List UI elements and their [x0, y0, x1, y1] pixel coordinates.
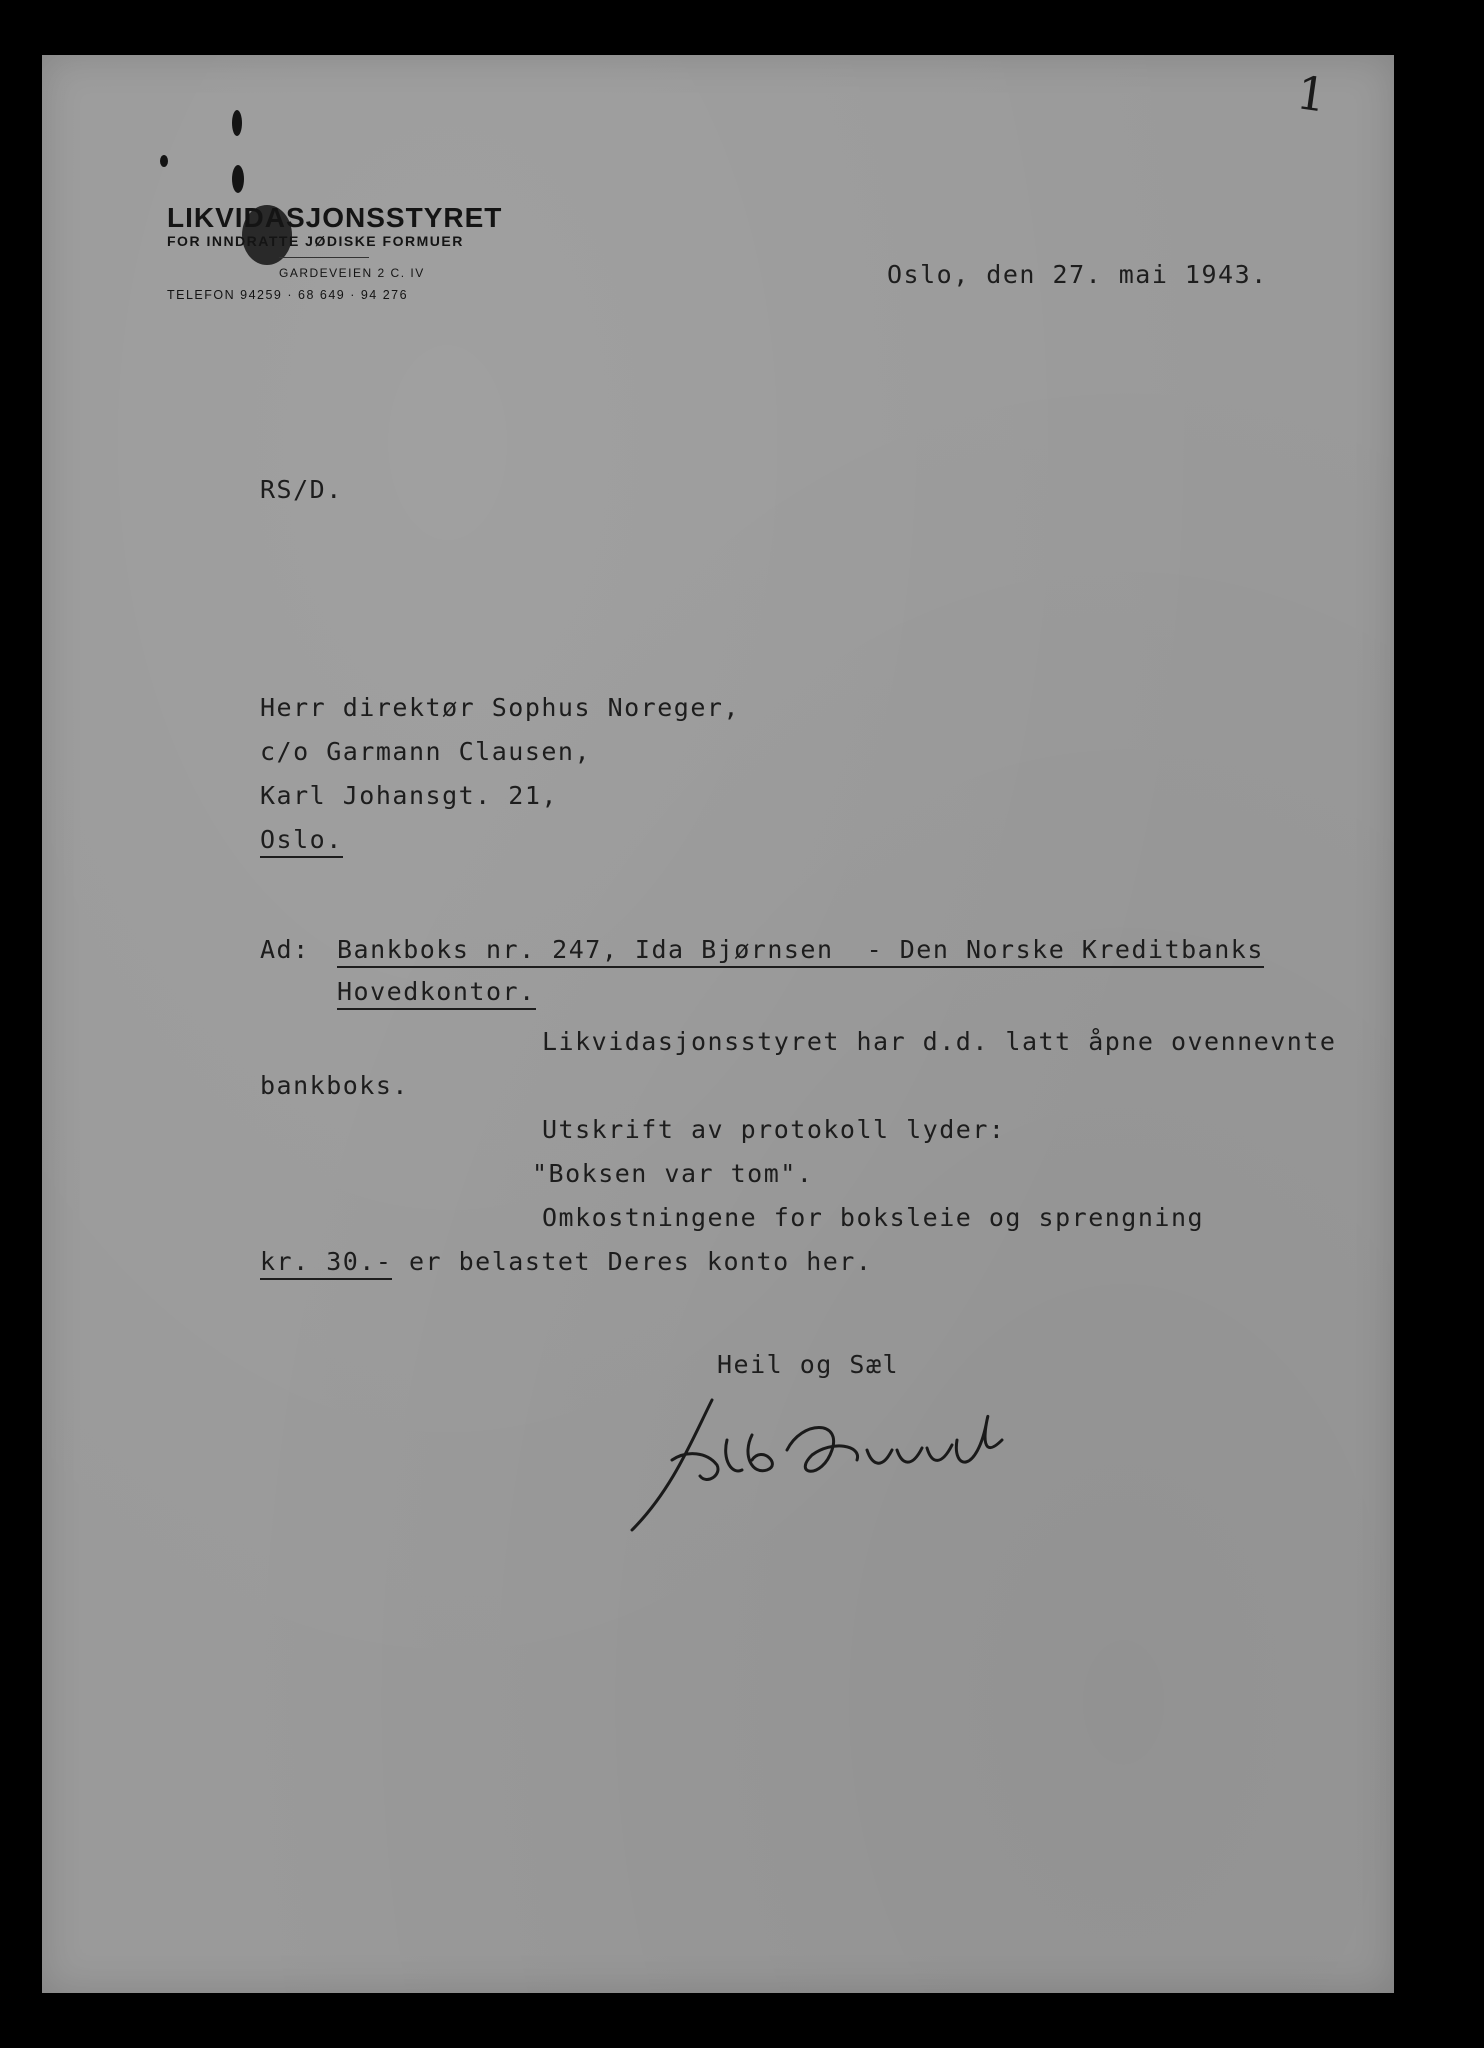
page-number: 1 — [1293, 65, 1330, 123]
letterhead — [167, 203, 502, 302]
recipient-line-2: c/o Garmann Clausen, — [260, 737, 592, 766]
letterhead-rule — [279, 257, 369, 258]
subject-prefix: Ad: — [260, 935, 310, 964]
letterhead-address: GARDEVEIEN 2 C. IV — [279, 266, 425, 280]
body-p1-line-1: Likvidasjonsstyret har d.d. latt åpne ovennevnte — [542, 1027, 1337, 1056]
body-p3-rest: er belastet Deres konto her. — [392, 1247, 873, 1276]
letterhead-organization: LIKVIDASJONSSTYRET — [167, 202, 503, 233]
body-p2-line-1: Utskrift av protokoll lyder: — [542, 1115, 1006, 1144]
letterhead-phone: TELEFON 94259 · 68 649 · 94 276 — [167, 288, 409, 302]
signature — [612, 1380, 1032, 1540]
letterhead-subtitle: FOR INNDRATTE JØDISKE FORMUER — [167, 233, 464, 249]
signature-stroke — [632, 1400, 1002, 1530]
date-line: Oslo, den 27. mai 1943. — [887, 260, 1268, 289]
letter-page — [42, 55, 1394, 1993]
reference: RS/D. — [260, 475, 343, 504]
closing: Heil og Sæl — [717, 1350, 900, 1379]
subject-line-2 — [337, 977, 536, 1006]
recipient-line-4 — [260, 825, 343, 854]
body-p3-line-2 — [260, 1247, 872, 1276]
body-p3-line-1: Omkostningene for boksleie og sprengning — [542, 1203, 1205, 1232]
body-p2-line-2: "Boksen var tom". — [532, 1159, 814, 1188]
subject-text-1: Bankboks nr. 247, Ida Bjørnsen - Den Norske Kreditbanks — [337, 935, 1264, 968]
ink-blot — [232, 165, 244, 193]
recipient-line-1: Herr direktør Sophus Noreger, — [260, 693, 740, 722]
body-p1-line-2: bankboks. — [260, 1071, 409, 1100]
body-amount: kr. 30.- — [260, 1247, 392, 1280]
ink-blot — [232, 110, 242, 136]
subject-text-2: Hovedkontor. — [337, 977, 536, 1010]
ink-blot — [160, 155, 168, 167]
recipient-city: Oslo. — [260, 825, 343, 858]
subject-line-1 — [337, 935, 1264, 964]
recipient-line-3: Karl Johansgt. 21, — [260, 781, 558, 810]
